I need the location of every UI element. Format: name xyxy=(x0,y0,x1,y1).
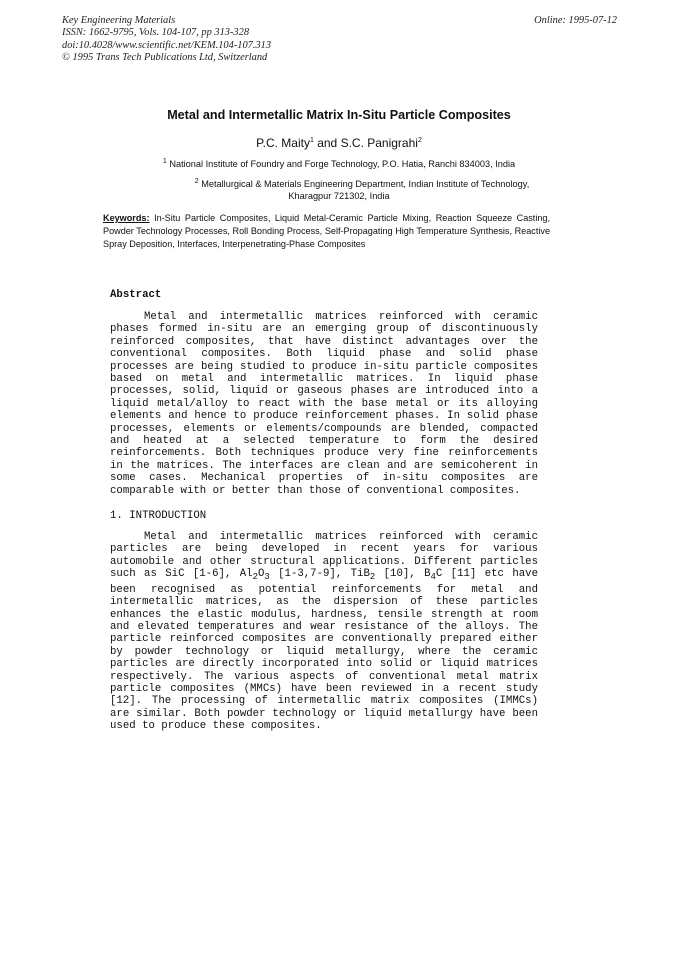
affiliation-1-superscript: 1 xyxy=(162,157,167,165)
introduction-paragraph xyxy=(110,531,538,733)
intro-sub-1: 2 xyxy=(252,572,258,583)
affiliation-2-superscript: 2 xyxy=(194,177,199,185)
journal-header xyxy=(62,15,617,65)
copyright-line: © 1995 Trans Tech Publications Ltd, Switzerland xyxy=(62,52,268,64)
author-2-name: S.C. Panigrahi xyxy=(340,136,418,150)
intro-text-c: [1-3,7-9], TiB xyxy=(269,568,370,581)
keywords-block xyxy=(103,212,550,252)
author-line xyxy=(0,136,678,150)
issn-line: ISSN: 1662-9795, Vols. 104-107, pp 313-328 xyxy=(62,27,250,39)
author-2-superscript: 2 xyxy=(417,137,422,144)
introduction-heading: 1. INTRODUCTION xyxy=(110,510,207,522)
keywords-label: Keywords: xyxy=(103,213,150,223)
affiliation-2 xyxy=(0,178,678,202)
affiliation-2-line-1 xyxy=(0,178,678,190)
intro-text-a: Metal and intermetallic matrices reinforced with ceramic particles are being developed in recent years for various automobile and other structural applications. Different particles such as SiC [1-6], Al xyxy=(110,531,538,581)
intro-text-b: O xyxy=(257,568,265,581)
journal-name: Key Engineering Materials xyxy=(62,15,176,26)
affiliation-2-line-2: Kharagpur 721302, India xyxy=(288,191,390,202)
online-date: Online: 1995-07-12 xyxy=(534,15,617,26)
abstract-body: Metal and intermetallic matrices reinforced with ceramic phases formed in-situ are an emerging group of discontinuously reinforced composites, that have distinct advantages over the conventional composites. Both liquid phase and solid phase processes are being studied to produce in-situ particle composites based on metal and intermetallic matrices. In liquid phase processes, solid, liquid or gaseous phases are introduced into a liquid metal/alloy to react with the base metal or its alloying elements and hence to produce reinforcement phases. In solid phase processes, elements or elements/compounds are blended, compacted and heated at a selected temperature to form the desired reinforcements. Both techniques produce very fine reinforcements in the matrices. The interfaces are clean and are semicoherent in some cases. Mechanical properties of in-situ composites are comparable with or better than those of conventional composites. xyxy=(110,311,538,497)
intro-sub-4: 4 xyxy=(430,572,436,583)
doi-line[interactable]: doi:10.4028/www.scientific.net/KEM.104-107.313 xyxy=(62,39,272,51)
abstract-heading: Abstract xyxy=(110,289,162,301)
intro-sub-3: 2 xyxy=(369,572,376,583)
affiliation-2-line-1-text: Metallurgical & Materials Engineering Department, Indian Institute of Technology, xyxy=(198,179,530,189)
affiliation-1-text: National Institute of Foundry and Forge Technology, P.O. Hatia, Ranchi 834003, India xyxy=(166,159,516,169)
author-1-name: P.C. Maity xyxy=(256,136,310,150)
intro-text-d: [10], B xyxy=(375,568,431,581)
keywords-text: In-Situ Particle Composites, Liquid Metal-Ceramic Particle Mixing, Reaction Squeeze Casting, Powder Technology Processes, Roll Bonding Process, Self-Propagating High Temperature Synthesis, Reactive Spray Deposition, Interfaces, Interpenetrating-Phase Composites xyxy=(103,213,550,250)
intro-text-e: C [11] etc have been recognised as potential reinforcements for metal and intermetallic matrices, as the dispersion of these particles enhances the elastic modulus, hardness, tensile strength at room and elevated temperatures and wear resistance of the alloys. The particle reinforced composites are conventionally prepared either by powder technology or liquid metallurgy, where the ceramic particles are directly incorporated into solid or liquid matrices respectively. The various aspects of conventional metal matrix particle composites (MMCs) have been reviewed in a recent study [12]. The processing of intermetallic matrix composites (IMMCs) are similar. Both powder technology or liquid metallurgy have been used to produce these composites. xyxy=(110,568,538,733)
intro-sub-2: 3 xyxy=(264,572,270,583)
affiliation-1 xyxy=(0,158,678,170)
author-conjunction: and xyxy=(313,136,341,150)
paper-title: Metal and Intermetallic Matrix In-Situ Particle Composites xyxy=(167,108,511,122)
author-1-superscript: 1 xyxy=(309,137,314,144)
